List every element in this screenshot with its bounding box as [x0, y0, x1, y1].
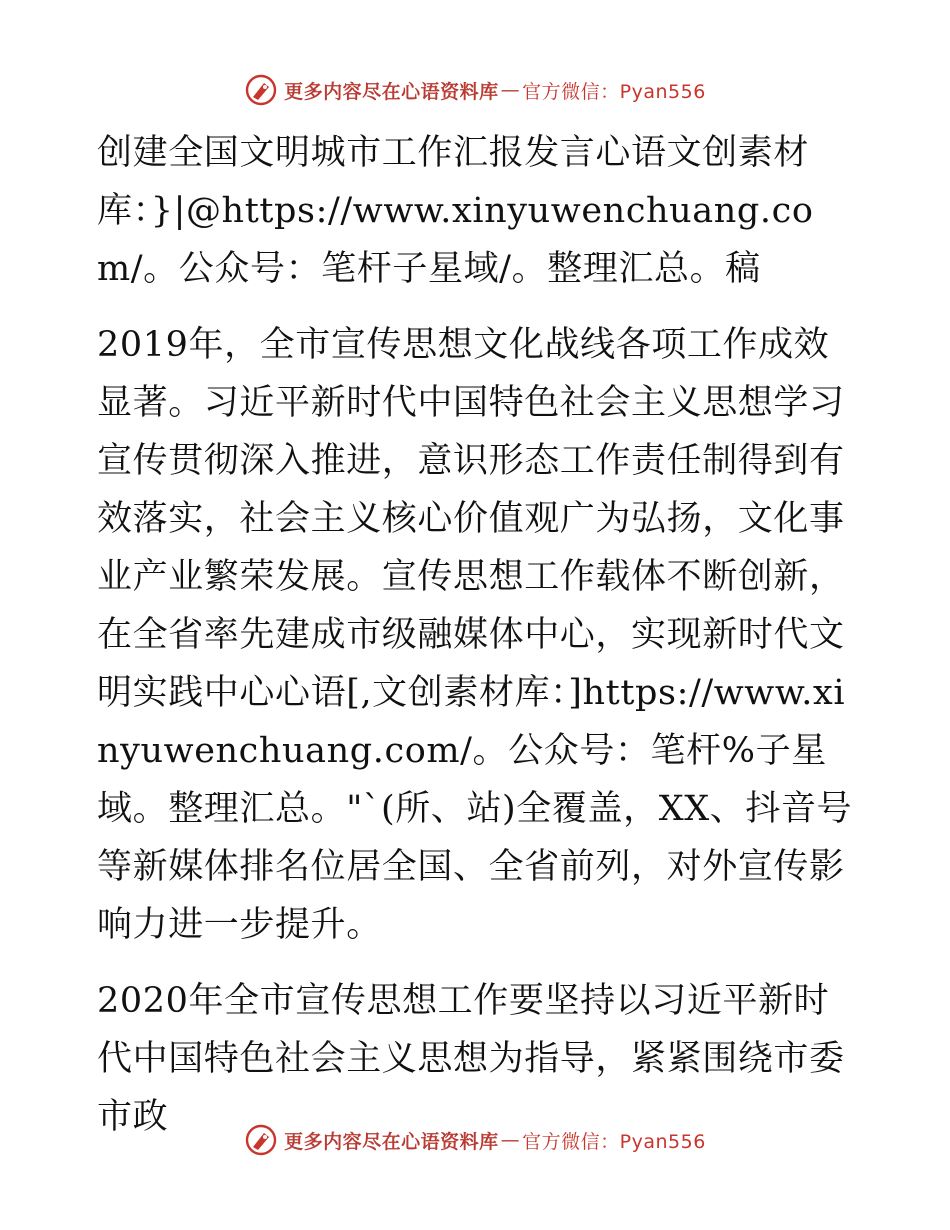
- footer-banner: [0, 1120, 950, 1160]
- paragraph-1: 创建全国文明城市工作汇报发言心语文创素材库：}|@https://www.xinyuwenchuang.com/。公众号：笔杆子星域/。整理汇总。稿: [97, 133, 814, 289]
- footer-banner-text: 更多内容尽在心语资料库: [284, 1130, 499, 1153]
- paragraph-3: 2020年全市宣传思想工作要坚持以习近平新时代中国特色社会主义思想为指导，紧紧围绕市委市政: [97, 981, 845, 1137]
- header-banner: [0, 70, 950, 110]
- footer-banner-wechat: 官方微信：Pyan556: [522, 1130, 706, 1153]
- header-banner-separator: —: [500, 79, 521, 101]
- paragraph-2: 2019年，全市宣传思想文化战线各项工作成效显著。习近平新时代中国特色社会主义思想学习宣传贯彻深入推进，意识形态工作责任制得到有效落实，社会主义核心价值观广为弘扬，文化事业产业繁荣发展。宣传思想工作载体不断创新，在全省率先建成市级融媒体中心，实现新时代文明实践中心心语[,文创素材库：]https://www.xinyuwenchuang.com/。公众号：笔杆%子星域。整理汇总。"`(所、站)全覆盖，XX、抖音号等新媒体排名位居全国、全省前列，对外宣传影响力进一步提升。: [97, 325, 853, 945]
- pen-nib-logo-icon: [244, 1123, 278, 1157]
- document-body: [97, 124, 857, 1137]
- pen-nib-logo-icon: [244, 73, 278, 107]
- footer-banner-separator: —: [500, 1129, 521, 1151]
- header-banner-text: 更多内容尽在心语资料库: [284, 80, 499, 103]
- header-banner-wechat: 官方微信：Pyan556: [522, 80, 706, 103]
